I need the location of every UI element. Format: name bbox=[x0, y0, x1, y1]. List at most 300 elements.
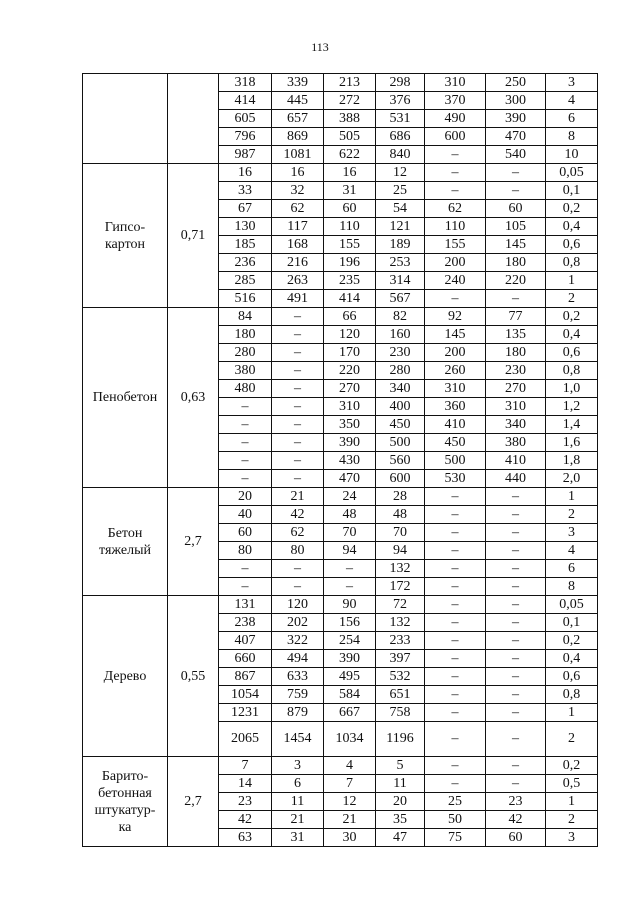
table-cell: 360 bbox=[425, 398, 486, 416]
table-cell: 651 bbox=[376, 686, 425, 704]
table-cell: 254 bbox=[324, 632, 376, 650]
table-cell: 840 bbox=[376, 146, 425, 164]
table-cell: – bbox=[425, 506, 486, 524]
table-cell: 105 bbox=[486, 218, 546, 236]
table-cell: – bbox=[486, 614, 546, 632]
table-cell: 2,0 bbox=[546, 470, 598, 488]
table-cell: 250 bbox=[486, 74, 546, 92]
table-cell: 200 bbox=[425, 254, 486, 272]
table-cell: 491 bbox=[272, 290, 324, 308]
table-cell: – bbox=[219, 452, 272, 470]
table-cell: 230 bbox=[376, 344, 425, 362]
table-cell: – bbox=[272, 344, 324, 362]
table-cell: 70 bbox=[376, 524, 425, 542]
table-cell: 285 bbox=[219, 272, 272, 290]
table-cell: 8 bbox=[546, 128, 598, 146]
table-cell: 155 bbox=[425, 236, 486, 254]
table-cell: – bbox=[425, 182, 486, 200]
table-cell: 230 bbox=[486, 362, 546, 380]
table-cell: – bbox=[486, 524, 546, 542]
table-cell: – bbox=[425, 146, 486, 164]
table-cell: 2 bbox=[546, 811, 598, 829]
table-cell: 10 bbox=[546, 146, 598, 164]
table-cell: 6 bbox=[546, 560, 598, 578]
table-cell: 42 bbox=[219, 811, 272, 829]
table-cell: – bbox=[486, 686, 546, 704]
table-cell: 131 bbox=[219, 596, 272, 614]
table-cell: 28 bbox=[376, 488, 425, 506]
table-cell: 7 bbox=[324, 775, 376, 793]
table-cell: 12 bbox=[376, 164, 425, 182]
page-number: 113 bbox=[311, 40, 329, 54]
table-cell: 90 bbox=[324, 596, 376, 614]
table-cell: 0,4 bbox=[546, 218, 598, 236]
table-cell: 0,8 bbox=[546, 686, 598, 704]
table-cell: – bbox=[425, 650, 486, 668]
table-cell: – bbox=[425, 632, 486, 650]
table-cell: 60 bbox=[486, 200, 546, 218]
table-cell: 1,8 bbox=[546, 452, 598, 470]
table-cell: 470 bbox=[486, 128, 546, 146]
table-cell: 135 bbox=[486, 326, 546, 344]
table-cell: 0,1 bbox=[546, 182, 598, 200]
table-cell: 33 bbox=[219, 182, 272, 200]
table-cell: 0,2 bbox=[546, 200, 598, 218]
table-cell: 318 bbox=[219, 74, 272, 92]
table-cell: 450 bbox=[376, 416, 425, 434]
table-cell: 390 bbox=[486, 110, 546, 128]
material-name-cell: Гипсо- картон bbox=[83, 164, 168, 308]
table-cell: 340 bbox=[486, 416, 546, 434]
table-cell: 54 bbox=[376, 200, 425, 218]
table-cell: 168 bbox=[272, 236, 324, 254]
table-cell: 567 bbox=[376, 290, 425, 308]
table-cell: 260 bbox=[425, 362, 486, 380]
table-cell: 110 bbox=[324, 218, 376, 236]
table-cell: 120 bbox=[324, 326, 376, 344]
table-cell: 16 bbox=[272, 164, 324, 182]
table-cell: 494 bbox=[272, 650, 324, 668]
table-cell: 339 bbox=[272, 74, 324, 92]
table-cell: 310 bbox=[425, 74, 486, 92]
table-cell: 236 bbox=[219, 254, 272, 272]
table-cell: – bbox=[425, 560, 486, 578]
table-cell: 220 bbox=[486, 272, 546, 290]
table-cell: 1 bbox=[546, 704, 598, 722]
table-cell: 390 bbox=[324, 434, 376, 452]
table-cell: 160 bbox=[376, 326, 425, 344]
table-cell: 414 bbox=[324, 290, 376, 308]
table-cell: 25 bbox=[376, 182, 425, 200]
table-cell: 130 bbox=[219, 218, 272, 236]
table-cell: 240 bbox=[425, 272, 486, 290]
table-cell: 505 bbox=[324, 128, 376, 146]
table-cell: 3 bbox=[272, 757, 324, 775]
table-cell: 298 bbox=[376, 74, 425, 92]
table-cell: 11 bbox=[272, 793, 324, 811]
table-cell: 1 bbox=[546, 272, 598, 290]
table-cell: 272 bbox=[324, 92, 376, 110]
table-cell: 530 bbox=[425, 470, 486, 488]
table-cell: 77 bbox=[486, 308, 546, 326]
table-cell: 0,6 bbox=[546, 344, 598, 362]
table-cell: 132 bbox=[376, 614, 425, 632]
table-cell: 8 bbox=[546, 578, 598, 596]
table-cell: 3 bbox=[546, 74, 598, 92]
table-cell: 388 bbox=[324, 110, 376, 128]
table-cell: 759 bbox=[272, 686, 324, 704]
table-cell: 370 bbox=[425, 92, 486, 110]
table-cell: 657 bbox=[272, 110, 324, 128]
table-cell: – bbox=[486, 542, 546, 560]
table-cell: 47 bbox=[376, 829, 425, 847]
table-cell: 796 bbox=[219, 128, 272, 146]
table-cell: – bbox=[486, 506, 546, 524]
table-cell: 263 bbox=[272, 272, 324, 290]
table-cell: – bbox=[219, 578, 272, 596]
table-cell: 202 bbox=[272, 614, 324, 632]
table-cell: – bbox=[272, 308, 324, 326]
table-cell: 633 bbox=[272, 668, 324, 686]
table-cell: 4 bbox=[546, 542, 598, 560]
table-cell: – bbox=[486, 668, 546, 686]
table-cell: 185 bbox=[219, 236, 272, 254]
density-cell bbox=[168, 74, 219, 164]
table-cell: 410 bbox=[425, 416, 486, 434]
table-cell: 12 bbox=[324, 793, 376, 811]
table-cell: 480 bbox=[219, 380, 272, 398]
table-cell: 500 bbox=[425, 452, 486, 470]
table-cell: – bbox=[425, 704, 486, 722]
table-cell: – bbox=[219, 416, 272, 434]
table-cell: 94 bbox=[324, 542, 376, 560]
table-cell: 82 bbox=[376, 308, 425, 326]
table-cell: – bbox=[486, 560, 546, 578]
table-cell: 414 bbox=[219, 92, 272, 110]
table-cell: – bbox=[219, 560, 272, 578]
table-cell: 660 bbox=[219, 650, 272, 668]
table-cell: 1454 bbox=[272, 722, 324, 757]
table-cell: – bbox=[486, 182, 546, 200]
table-cell: 280 bbox=[376, 362, 425, 380]
table-cell: 1 bbox=[546, 793, 598, 811]
table-cell: – bbox=[486, 290, 546, 308]
table-cell: 40 bbox=[219, 506, 272, 524]
material-name-cell: Бетон тяжелый bbox=[83, 488, 168, 596]
table-cell: 30 bbox=[324, 829, 376, 847]
table-cell: – bbox=[486, 757, 546, 775]
table-cell: 94 bbox=[376, 542, 425, 560]
table-cell: – bbox=[486, 775, 546, 793]
table-cell: 4 bbox=[546, 92, 598, 110]
table-cell: 14 bbox=[219, 775, 272, 793]
table-cell: 31 bbox=[272, 829, 324, 847]
table-cell: 0,4 bbox=[546, 650, 598, 668]
table-cell: 42 bbox=[486, 811, 546, 829]
table-cell: 92 bbox=[425, 308, 486, 326]
table-cell: – bbox=[272, 326, 324, 344]
table-cell: 20 bbox=[376, 793, 425, 811]
table-row bbox=[83, 308, 598, 326]
table-cell: 440 bbox=[486, 470, 546, 488]
table-cell: 16 bbox=[324, 164, 376, 182]
table-cell: 376 bbox=[376, 92, 425, 110]
table-cell: 2 bbox=[546, 722, 598, 757]
table-cell: – bbox=[272, 578, 324, 596]
table-cell: 0,05 bbox=[546, 596, 598, 614]
table-cell: 0,6 bbox=[546, 236, 598, 254]
table-cell: 600 bbox=[425, 128, 486, 146]
table-cell: 172 bbox=[376, 578, 425, 596]
table-cell: 23 bbox=[486, 793, 546, 811]
table-cell: – bbox=[425, 757, 486, 775]
table-cell: 7 bbox=[219, 757, 272, 775]
table-cell: – bbox=[425, 542, 486, 560]
table-cell: 380 bbox=[486, 434, 546, 452]
table-cell: 310 bbox=[486, 398, 546, 416]
table-row bbox=[83, 488, 598, 506]
table-cell: 314 bbox=[376, 272, 425, 290]
table-cell: 531 bbox=[376, 110, 425, 128]
table-cell: 879 bbox=[272, 704, 324, 722]
table-cell: 31 bbox=[324, 182, 376, 200]
density-cell: 0,63 bbox=[168, 308, 219, 488]
table-cell: 20 bbox=[219, 488, 272, 506]
table-cell: 21 bbox=[324, 811, 376, 829]
table-cell: 67 bbox=[219, 200, 272, 218]
table-cell: 340 bbox=[376, 380, 425, 398]
table-cell: – bbox=[425, 578, 486, 596]
table-cell: 0,6 bbox=[546, 668, 598, 686]
table-cell: 120 bbox=[272, 596, 324, 614]
table-cell: 270 bbox=[324, 380, 376, 398]
table-row bbox=[83, 164, 598, 182]
table-cell: – bbox=[425, 722, 486, 757]
table-cell: – bbox=[272, 398, 324, 416]
table-cell: 1,6 bbox=[546, 434, 598, 452]
table-cell: 540 bbox=[486, 146, 546, 164]
table-cell: 270 bbox=[486, 380, 546, 398]
table-cell: 35 bbox=[376, 811, 425, 829]
table-cell: – bbox=[486, 488, 546, 506]
table-cell: 0,05 bbox=[546, 164, 598, 182]
table-cell: 145 bbox=[425, 326, 486, 344]
table-cell: 400 bbox=[376, 398, 425, 416]
table-cell: 60 bbox=[486, 829, 546, 847]
table-cell: 584 bbox=[324, 686, 376, 704]
table-cell: – bbox=[486, 650, 546, 668]
table-cell: 42 bbox=[272, 506, 324, 524]
density-cell: 2,7 bbox=[168, 488, 219, 596]
table-cell: 233 bbox=[376, 632, 425, 650]
density-cell: 0,55 bbox=[168, 596, 219, 757]
table-cell: 5 bbox=[376, 757, 425, 775]
table-cell: 686 bbox=[376, 128, 425, 146]
table-cell: 0,4 bbox=[546, 326, 598, 344]
table-cell: 869 bbox=[272, 128, 324, 146]
table-cell: 1 bbox=[546, 488, 598, 506]
table-cell: – bbox=[486, 596, 546, 614]
table-cell: 84 bbox=[219, 308, 272, 326]
table-cell: 758 bbox=[376, 704, 425, 722]
table-cell: 600 bbox=[376, 470, 425, 488]
table-row bbox=[83, 596, 598, 614]
table-cell: 24 bbox=[324, 488, 376, 506]
table-cell: 310 bbox=[425, 380, 486, 398]
table-cell: 50 bbox=[425, 811, 486, 829]
table-cell: 170 bbox=[324, 344, 376, 362]
table-cell: 216 bbox=[272, 254, 324, 272]
table-cell: – bbox=[425, 668, 486, 686]
table-cell: 80 bbox=[272, 542, 324, 560]
table-cell: 450 bbox=[425, 434, 486, 452]
table-cell: 62 bbox=[272, 524, 324, 542]
table-cell: – bbox=[272, 560, 324, 578]
table-cell: 0,2 bbox=[546, 308, 598, 326]
table-cell: 987 bbox=[219, 146, 272, 164]
table-cell: 4 bbox=[324, 757, 376, 775]
table-cell: 1196 bbox=[376, 722, 425, 757]
table-cell: 60 bbox=[324, 200, 376, 218]
table-cell: – bbox=[425, 614, 486, 632]
table-row bbox=[83, 757, 598, 775]
table-cell: 350 bbox=[324, 416, 376, 434]
table-cell: 1054 bbox=[219, 686, 272, 704]
table-cell: – bbox=[324, 560, 376, 578]
table-cell: – bbox=[219, 470, 272, 488]
table-cell: 253 bbox=[376, 254, 425, 272]
table-cell: 0,5 bbox=[546, 775, 598, 793]
table-cell: 80 bbox=[219, 542, 272, 560]
table-cell: 48 bbox=[376, 506, 425, 524]
table-cell: 622 bbox=[324, 146, 376, 164]
table-cell: 63 bbox=[219, 829, 272, 847]
table-cell: – bbox=[486, 722, 546, 757]
table-cell: 6 bbox=[546, 110, 598, 128]
table-cell: 0,8 bbox=[546, 362, 598, 380]
table-cell: – bbox=[486, 632, 546, 650]
table-cell: 62 bbox=[425, 200, 486, 218]
table-cell: 6 bbox=[272, 775, 324, 793]
table-cell: 180 bbox=[486, 344, 546, 362]
table-cell: 532 bbox=[376, 668, 425, 686]
table-cell: 70 bbox=[324, 524, 376, 542]
table-cell: 11 bbox=[376, 775, 425, 793]
table-cell: 180 bbox=[219, 326, 272, 344]
table-cell: 667 bbox=[324, 704, 376, 722]
table-cell: 410 bbox=[486, 452, 546, 470]
table-cell: – bbox=[425, 686, 486, 704]
table-row bbox=[83, 74, 598, 92]
table-cell: 21 bbox=[272, 811, 324, 829]
table-cell: 117 bbox=[272, 218, 324, 236]
table-cell: – bbox=[219, 434, 272, 452]
table-cell: – bbox=[272, 380, 324, 398]
table-cell: 1231 bbox=[219, 704, 272, 722]
table-cell: 62 bbox=[272, 200, 324, 218]
table-cell: 48 bbox=[324, 506, 376, 524]
table-cell: 470 bbox=[324, 470, 376, 488]
table-cell: – bbox=[272, 452, 324, 470]
table-cell: 213 bbox=[324, 74, 376, 92]
table-cell: 75 bbox=[425, 829, 486, 847]
material-name-cell bbox=[83, 74, 168, 164]
table-cell: 1,0 bbox=[546, 380, 598, 398]
table-cell: 2065 bbox=[219, 722, 272, 757]
table-cell: 310 bbox=[324, 398, 376, 416]
density-cell: 0,71 bbox=[168, 164, 219, 308]
table-cell: – bbox=[425, 290, 486, 308]
table-cell: – bbox=[425, 775, 486, 793]
table-cell: 110 bbox=[425, 218, 486, 236]
table-cell: – bbox=[425, 164, 486, 182]
table-cell: 430 bbox=[324, 452, 376, 470]
table-cell: 32 bbox=[272, 182, 324, 200]
table-cell: 132 bbox=[376, 560, 425, 578]
table-cell: – bbox=[219, 398, 272, 416]
table-cell: – bbox=[486, 704, 546, 722]
table-cell: 560 bbox=[376, 452, 425, 470]
table-cell: 3 bbox=[546, 829, 598, 847]
table-cell: 2 bbox=[546, 290, 598, 308]
table-cell: 21 bbox=[272, 488, 324, 506]
material-name-cell: Пенобетон bbox=[83, 308, 168, 488]
table-cell: 397 bbox=[376, 650, 425, 668]
table-cell: – bbox=[486, 578, 546, 596]
table-cell: 66 bbox=[324, 308, 376, 326]
table-cell: – bbox=[272, 416, 324, 434]
table-cell: 3 bbox=[546, 524, 598, 542]
table-cell: 200 bbox=[425, 344, 486, 362]
table-cell: 189 bbox=[376, 236, 425, 254]
table-cell: 155 bbox=[324, 236, 376, 254]
table-cell: 156 bbox=[324, 614, 376, 632]
table-cell: 605 bbox=[219, 110, 272, 128]
table-cell: 490 bbox=[425, 110, 486, 128]
table-cell: 196 bbox=[324, 254, 376, 272]
table-cell: 407 bbox=[219, 632, 272, 650]
table-cell: 72 bbox=[376, 596, 425, 614]
table-cell: – bbox=[486, 164, 546, 182]
table-cell: 300 bbox=[486, 92, 546, 110]
table-cell: 25 bbox=[425, 793, 486, 811]
material-name-cell: Дерево bbox=[83, 596, 168, 757]
table-cell: 23 bbox=[219, 793, 272, 811]
table-cell: 867 bbox=[219, 668, 272, 686]
table-cell: 500 bbox=[376, 434, 425, 452]
table-cell: 220 bbox=[324, 362, 376, 380]
table-cell: – bbox=[272, 434, 324, 452]
table-cell: 1081 bbox=[272, 146, 324, 164]
table-cell: 445 bbox=[272, 92, 324, 110]
table-cell: 280 bbox=[219, 344, 272, 362]
table-cell: 145 bbox=[486, 236, 546, 254]
table-cell: 121 bbox=[376, 218, 425, 236]
table-cell: – bbox=[272, 362, 324, 380]
data-table bbox=[82, 73, 598, 847]
table-cell: 0,8 bbox=[546, 254, 598, 272]
table-cell: – bbox=[425, 524, 486, 542]
table-cell: 180 bbox=[486, 254, 546, 272]
table-cell: – bbox=[324, 578, 376, 596]
table-cell: 1,2 bbox=[546, 398, 598, 416]
table-cell: – bbox=[425, 488, 486, 506]
material-name-cell: Барито- бетонная штукатур- ка bbox=[83, 757, 168, 847]
table-cell: 60 bbox=[219, 524, 272, 542]
table-cell: 1034 bbox=[324, 722, 376, 757]
table-cell: 1,4 bbox=[546, 416, 598, 434]
table-cell: 495 bbox=[324, 668, 376, 686]
